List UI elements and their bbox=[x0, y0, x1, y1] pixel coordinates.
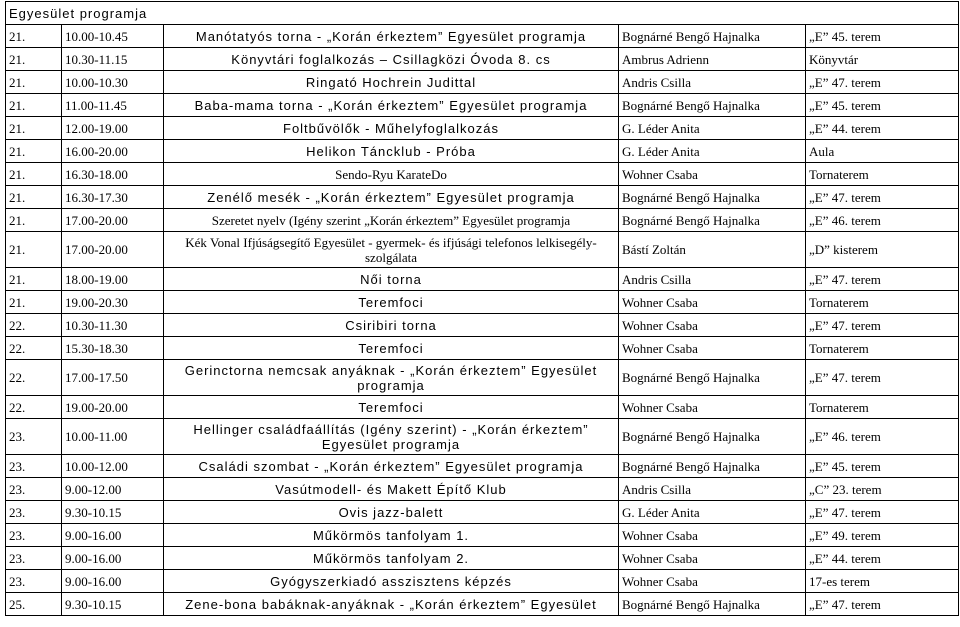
organizer-cell: Bognárné Bengő Hajnalka bbox=[619, 25, 806, 48]
day-cell: 21. bbox=[6, 140, 62, 163]
event-cell: Sendo-Ryu KarateDo bbox=[164, 163, 619, 186]
table-row bbox=[6, 314, 959, 337]
table-row bbox=[6, 268, 959, 291]
time-cell: 15.30-18.30 bbox=[62, 337, 164, 360]
event-cell: Vasútmodell- és Makett Építő Klub bbox=[164, 478, 619, 501]
location-cell: „D” kisterem bbox=[806, 232, 959, 268]
event-cell: Teremfoci bbox=[164, 291, 619, 314]
day-cell: 21. bbox=[6, 268, 62, 291]
table-row bbox=[6, 593, 959, 616]
day-cell: 21. bbox=[6, 291, 62, 314]
table-title: Egyesület programja bbox=[6, 2, 959, 25]
time-cell: 17.00-17.50 bbox=[62, 360, 164, 396]
organizer-cell: Wohner Csaba bbox=[619, 570, 806, 593]
location-cell: „E” 47. terem bbox=[806, 186, 959, 209]
day-cell: 21. bbox=[6, 71, 62, 94]
table-row bbox=[6, 117, 959, 140]
time-cell: 16.30-17.30 bbox=[62, 186, 164, 209]
day-cell: 23. bbox=[6, 478, 62, 501]
event-cell: Hellinger családfaállítás (Igény szerint) - „Korán érkeztem” Egyesület programja bbox=[164, 419, 619, 455]
location-cell: „E” 49. terem bbox=[806, 524, 959, 547]
event-cell: Női torna bbox=[164, 268, 619, 291]
time-cell: 19.00-20.30 bbox=[62, 291, 164, 314]
time-cell: 9.30-10.15 bbox=[62, 501, 164, 524]
table-row bbox=[6, 71, 959, 94]
location-cell: Aula bbox=[806, 140, 959, 163]
location-cell: „E” 46. terem bbox=[806, 209, 959, 232]
location-cell: Tornaterem bbox=[806, 396, 959, 419]
time-cell: 9.00-16.00 bbox=[62, 570, 164, 593]
time-cell: 10.00-10.30 bbox=[62, 71, 164, 94]
day-cell: 21. bbox=[6, 48, 62, 71]
day-cell: 23. bbox=[6, 501, 62, 524]
organizer-cell: Bognárné Bengő Hajnalka bbox=[619, 360, 806, 396]
day-cell: 23. bbox=[6, 419, 62, 455]
organizer-cell: Bognárné Bengő Hajnalka bbox=[619, 455, 806, 478]
table-row bbox=[6, 396, 959, 419]
day-cell: 21. bbox=[6, 186, 62, 209]
location-cell: Tornaterem bbox=[806, 291, 959, 314]
organizer-cell: Wohner Csaba bbox=[619, 547, 806, 570]
day-cell: 23. bbox=[6, 570, 62, 593]
time-cell: 9.00-12.00 bbox=[62, 478, 164, 501]
time-cell: 17.00-20.00 bbox=[62, 209, 164, 232]
location-cell: „E” 47. terem bbox=[806, 593, 959, 616]
event-cell: Ringató Hochrein Judittal bbox=[164, 71, 619, 94]
table-row bbox=[6, 570, 959, 593]
event-cell: Zene-bona babáknak-anyáknak - „Korán érkeztem” Egyesület bbox=[164, 593, 619, 616]
organizer-cell: Andris Csilla bbox=[619, 268, 806, 291]
day-cell: 21. bbox=[6, 25, 62, 48]
time-cell: 9.30-10.15 bbox=[62, 593, 164, 616]
location-cell: „C” 23. terem bbox=[806, 478, 959, 501]
organizer-cell: Wohner Csaba bbox=[619, 314, 806, 337]
day-cell: 23. bbox=[6, 547, 62, 570]
table-row bbox=[6, 232, 959, 268]
organizer-cell: Bognárné Bengő Hajnalka bbox=[619, 419, 806, 455]
event-cell: Foltbűvölők - Műhelyfoglalkozás bbox=[164, 117, 619, 140]
event-cell: Kék Vonal Ifjúságsegítő Egyesület - gyermek- és ifjúsági telefonos lelkisegély-szolgálata bbox=[164, 232, 619, 268]
time-cell: 12.00-19.00 bbox=[62, 117, 164, 140]
event-cell: Teremfoci bbox=[164, 337, 619, 360]
table-row bbox=[6, 186, 959, 209]
event-cell: Szeretet nyelv (Igény szerint „Korán érkeztem” Egyesület programja bbox=[164, 209, 619, 232]
time-cell: 9.00-16.00 bbox=[62, 524, 164, 547]
table-row bbox=[6, 337, 959, 360]
day-cell: 21. bbox=[6, 94, 62, 117]
location-cell: „E” 47. terem bbox=[806, 501, 959, 524]
table-row bbox=[6, 419, 959, 455]
day-cell: 22. bbox=[6, 314, 62, 337]
event-cell: Baba-mama torna - „Korán érkeztem” Egyesület programja bbox=[164, 94, 619, 117]
table-row bbox=[6, 501, 959, 524]
table-row bbox=[6, 360, 959, 396]
location-cell: Tornaterem bbox=[806, 163, 959, 186]
time-cell: 10.00-10.45 bbox=[62, 25, 164, 48]
time-cell: 10.30-11.30 bbox=[62, 314, 164, 337]
location-cell: „E” 45. terem bbox=[806, 94, 959, 117]
time-cell: 11.00-11.45 bbox=[62, 94, 164, 117]
event-cell: Helikon Táncklub - Próba bbox=[164, 140, 619, 163]
organizer-cell: Bognárné Bengő Hajnalka bbox=[619, 593, 806, 616]
table-row bbox=[6, 478, 959, 501]
day-cell: 21. bbox=[6, 209, 62, 232]
time-cell: 16.30-18.00 bbox=[62, 163, 164, 186]
day-cell: 25. bbox=[6, 593, 62, 616]
location-cell: „E” 47. terem bbox=[806, 71, 959, 94]
event-cell: Műkörmös tanfolyam 2. bbox=[164, 547, 619, 570]
day-cell: 21. bbox=[6, 117, 62, 140]
location-cell: 17-es terem bbox=[806, 570, 959, 593]
location-cell: Tornaterem bbox=[806, 337, 959, 360]
time-cell: 10.30-11.15 bbox=[62, 48, 164, 71]
location-cell: Könyvtár bbox=[806, 48, 959, 71]
event-cell: Műkörmös tanfolyam 1. bbox=[164, 524, 619, 547]
time-cell: 10.00-11.00 bbox=[62, 419, 164, 455]
location-cell: „E” 45. terem bbox=[806, 455, 959, 478]
day-cell: 23. bbox=[6, 455, 62, 478]
time-cell: 19.00-20.00 bbox=[62, 396, 164, 419]
organizer-cell: Wohner Csaba bbox=[619, 524, 806, 547]
organizer-cell: G. Léder Anita bbox=[619, 501, 806, 524]
organizer-cell: Bognárné Bengő Hajnalka bbox=[619, 209, 806, 232]
location-cell: „E” 47. terem bbox=[806, 314, 959, 337]
day-cell: 23. bbox=[6, 524, 62, 547]
time-cell: 16.00-20.00 bbox=[62, 140, 164, 163]
table-row bbox=[6, 25, 959, 48]
organizer-cell: G. Léder Anita bbox=[619, 117, 806, 140]
organizer-cell: Wohner Csaba bbox=[619, 396, 806, 419]
table-row bbox=[6, 291, 959, 314]
day-cell: 22. bbox=[6, 396, 62, 419]
event-cell: Ovis jazz-balett bbox=[164, 501, 619, 524]
table-row bbox=[6, 524, 959, 547]
day-cell: 22. bbox=[6, 360, 62, 396]
table-row bbox=[6, 140, 959, 163]
program-schedule-table bbox=[5, 1, 959, 616]
time-cell: 18.00-19.00 bbox=[62, 268, 164, 291]
table-row bbox=[6, 94, 959, 117]
organizer-cell: G. Léder Anita bbox=[619, 140, 806, 163]
location-cell: „E” 45. terem bbox=[806, 25, 959, 48]
event-cell: Zenélő mesék - „Korán érkeztem” Egyesület programja bbox=[164, 186, 619, 209]
location-cell: „E” 47. terem bbox=[806, 268, 959, 291]
organizer-cell: Bognárné Bengő Hajnalka bbox=[619, 94, 806, 117]
day-cell: 21. bbox=[6, 163, 62, 186]
organizer-cell: Wohner Csaba bbox=[619, 337, 806, 360]
location-cell: „E” 44. terem bbox=[806, 117, 959, 140]
table-row bbox=[6, 547, 959, 570]
organizer-cell: Bognárné Bengő Hajnalka bbox=[619, 186, 806, 209]
event-cell: Könyvtári foglalkozás – Csillagközi Óvoda 8. cs bbox=[164, 48, 619, 71]
organizer-cell: Andris Csilla bbox=[619, 71, 806, 94]
location-cell: „E” 46. terem bbox=[806, 419, 959, 455]
table-row bbox=[6, 48, 959, 71]
organizer-cell: Bástí Zoltán bbox=[619, 232, 806, 268]
time-cell: 10.00-12.00 bbox=[62, 455, 164, 478]
organizer-cell: Wohner Csaba bbox=[619, 291, 806, 314]
organizer-cell: Ambrus Adrienn bbox=[619, 48, 806, 71]
table-row bbox=[6, 455, 959, 478]
event-cell: Gyógyszerkiadó asszisztens képzés bbox=[164, 570, 619, 593]
day-cell: 22. bbox=[6, 337, 62, 360]
event-cell: Teremfoci bbox=[164, 396, 619, 419]
event-cell: Csiribiri torna bbox=[164, 314, 619, 337]
event-cell: Manótatyós torna - „Korán érkeztem” Egyesület programja bbox=[164, 25, 619, 48]
event-cell: Családi szombat - „Korán érkeztem” Egyesület programja bbox=[164, 455, 619, 478]
organizer-cell: Wohner Csaba bbox=[619, 163, 806, 186]
location-cell: „E” 44. terem bbox=[806, 547, 959, 570]
organizer-cell: Andris Csilla bbox=[619, 478, 806, 501]
title-row bbox=[6, 2, 959, 25]
location-cell: „E” 47. terem bbox=[806, 360, 959, 396]
table-row bbox=[6, 209, 959, 232]
time-cell: 9.00-16.00 bbox=[62, 547, 164, 570]
day-cell: 21. bbox=[6, 232, 62, 268]
time-cell: 17.00-20.00 bbox=[62, 232, 164, 268]
event-cell: Gerinctorna nemcsak anyáknak - „Korán érkeztem” Egyesület programja bbox=[164, 360, 619, 396]
table-row bbox=[6, 163, 959, 186]
